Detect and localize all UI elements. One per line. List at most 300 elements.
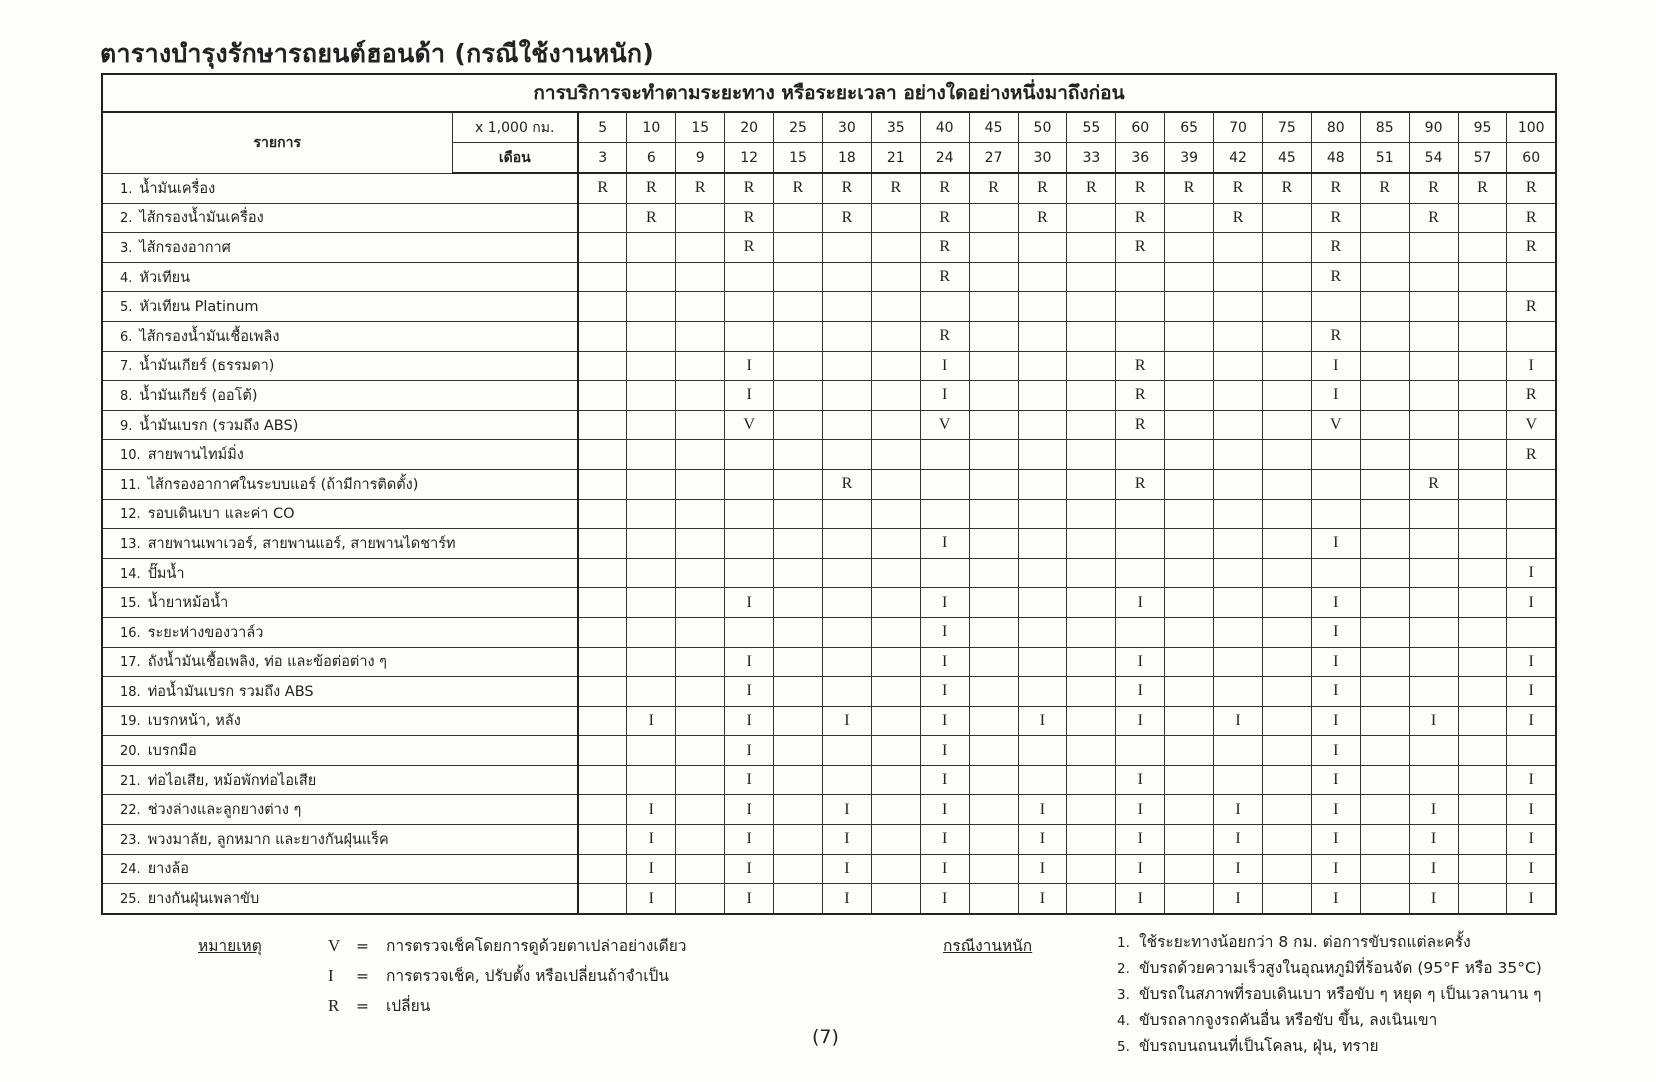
schedule-cell: [578, 529, 627, 559]
schedule-cell: [1067, 647, 1116, 677]
legend-text: การตรวจเช็ค, ปรับตั้ง หรือเปลี่ยนถ้าจำเป็น: [386, 967, 669, 985]
schedule-cell: [774, 381, 823, 411]
page-number: (7): [812, 1026, 839, 1048]
schedule-cell: [676, 529, 725, 559]
schedule-cell: [871, 321, 920, 351]
schedule-cell: [578, 321, 627, 351]
schedule-cell: [578, 381, 627, 411]
schedule-cell: [822, 617, 871, 647]
schedule-cell: [725, 292, 774, 322]
schedule-cell: [578, 647, 627, 677]
schedule-cell: [1262, 529, 1311, 559]
schedule-cell: R: [1214, 203, 1263, 233]
schedule-cell: [676, 440, 725, 470]
schedule-cell: I: [1214, 884, 1263, 914]
schedule-cell: [1458, 736, 1507, 766]
schedule-cell: [1214, 410, 1263, 440]
schedule-cell: I: [920, 381, 969, 411]
schedule-cell: I: [725, 647, 774, 677]
schedule-cell: [920, 469, 969, 499]
schedule-cell: [1165, 469, 1214, 499]
schedule-cell: [676, 765, 725, 795]
legend-item-v: [328, 933, 687, 958]
schedule-cell: [676, 884, 725, 914]
schedule-cell: [1262, 884, 1311, 914]
schedule-cell: [1409, 440, 1458, 470]
schedule-cell: [627, 765, 676, 795]
schedule-cell: [871, 558, 920, 588]
schedule-cell: R: [1116, 410, 1165, 440]
schedule-cell: [1458, 529, 1507, 559]
schedule-cell: [1458, 262, 1507, 292]
table-row: [102, 292, 1556, 322]
schedule-cell: [1311, 499, 1360, 529]
schedule-cell: [1409, 529, 1458, 559]
schedule-cell: [1409, 647, 1458, 677]
item-number: 16.: [120, 625, 141, 641]
month-header-cell: 27: [969, 143, 1018, 174]
schedule-cell: [1409, 765, 1458, 795]
schedule-cell: [1507, 499, 1556, 529]
schedule-cell: [1067, 884, 1116, 914]
schedule-cell: [1214, 647, 1263, 677]
item-number: 23.: [120, 832, 141, 848]
schedule-cell: [969, 410, 1018, 440]
schedule-cell: [1165, 736, 1214, 766]
schedule-cell: [871, 499, 920, 529]
schedule-cell: [1360, 321, 1409, 351]
schedule-cell: [1311, 558, 1360, 588]
schedule-cell: [774, 529, 823, 559]
item-number: 25.: [120, 892, 141, 908]
schedule-cell: V: [1311, 410, 1360, 440]
schedule-cell: [725, 440, 774, 470]
schedule-cell: [676, 292, 725, 322]
month-header-cell: 33: [1067, 143, 1116, 174]
schedule-cell: [1116, 440, 1165, 470]
schedule-cell: I: [920, 706, 969, 736]
item-label: ถังน้ำมันเชื้อเพลิง, ท่อ และข้อต่อต่าง ๆ: [147, 654, 387, 671]
item-number: 13.: [120, 536, 141, 552]
schedule-cell: R: [676, 173, 725, 203]
schedule-cell: [1214, 233, 1263, 263]
schedule-cell: [871, 469, 920, 499]
schedule-cell: R: [822, 173, 871, 203]
schedule-cell: [969, 884, 1018, 914]
schedule-cell: [1018, 292, 1067, 322]
schedule-cell: I: [920, 351, 969, 381]
schedule-cell: [1409, 410, 1458, 440]
schedule-cell: [871, 706, 920, 736]
schedule-cell: [1214, 262, 1263, 292]
schedule-cell: I: [725, 795, 774, 825]
schedule-cell: [1018, 469, 1067, 499]
schedule-cell: [774, 203, 823, 233]
schedule-cell: [920, 440, 969, 470]
schedule-cell: [676, 617, 725, 647]
schedule-cell: [1262, 233, 1311, 263]
schedule-cell: I: [920, 617, 969, 647]
table-row: [102, 173, 1556, 203]
schedule-cell: [1018, 440, 1067, 470]
item-number: 9.: [120, 418, 133, 434]
item-label: ไส้กรองน้ำมันเชื้อเพลิง: [139, 328, 280, 345]
schedule-cell: [871, 617, 920, 647]
schedule-cell: I: [1409, 795, 1458, 825]
schedule-cell: [1262, 825, 1311, 855]
schedule-cell: R: [1360, 173, 1409, 203]
item-name: [102, 469, 578, 499]
table-row: [102, 529, 1556, 559]
schedule-cell: [1458, 765, 1507, 795]
schedule-cell: [969, 321, 1018, 351]
schedule-cell: [578, 854, 627, 884]
schedule-cell: R: [1507, 233, 1556, 263]
schedule-cell: [676, 381, 725, 411]
schedule-cell: [1067, 558, 1116, 588]
schedule-cell: R: [1116, 381, 1165, 411]
item-number: 15.: [120, 596, 141, 612]
schedule-cell: [1262, 203, 1311, 233]
schedule-cell: [871, 795, 920, 825]
schedule-cell: [1360, 736, 1409, 766]
schedule-cell: R: [1214, 173, 1263, 203]
schedule-cell: R: [774, 173, 823, 203]
schedule-cell: [676, 677, 725, 707]
schedule-cell: [1262, 292, 1311, 322]
schedule-cell: [822, 233, 871, 263]
item-name: [102, 558, 578, 588]
schedule-cell: [969, 381, 1018, 411]
schedule-cell: [1507, 262, 1556, 292]
heavy-use-list: [1117, 929, 1542, 1059]
schedule-cell: [871, 588, 920, 618]
schedule-cell: [1165, 410, 1214, 440]
item-number: 17.: [120, 655, 141, 671]
schedule-cell: I: [1507, 884, 1556, 914]
heavy-use-item: 1. ใช้ระยะทางน้อยกว่า 8 กม. ต่อการขับรถแต่ละครั้ง: [1117, 933, 1471, 951]
schedule-cell: I: [1311, 795, 1360, 825]
schedule-cell: [1165, 795, 1214, 825]
schedule-cell: [1409, 499, 1458, 529]
schedule-cell: I: [822, 825, 871, 855]
schedule-cell: I: [725, 588, 774, 618]
item-label: ไส้กรองอากาศ: [139, 239, 231, 256]
item-number: 3.: [120, 240, 133, 256]
schedule-cell: [1018, 233, 1067, 263]
heavy-use-item: 2. ขับรถด้วยความเร็วสูงในอุณหภูมิที่ร้อนจัด (95°F หรือ 35°C): [1117, 959, 1542, 977]
schedule-cell: [578, 588, 627, 618]
schedule-cell: R: [920, 203, 969, 233]
schedule-cell: [627, 351, 676, 381]
schedule-cell: I: [920, 825, 969, 855]
schedule-cell: I: [920, 588, 969, 618]
table-row: [102, 203, 1556, 233]
schedule-cell: I: [725, 736, 774, 766]
schedule-cell: [1311, 469, 1360, 499]
schedule-cell: [1360, 647, 1409, 677]
schedule-cell: [1458, 351, 1507, 381]
schedule-cell: [969, 499, 1018, 529]
schedule-cell: [627, 469, 676, 499]
item-name: [102, 410, 578, 440]
item-number: 4.: [120, 270, 133, 286]
km-header-cell: 10: [627, 112, 676, 143]
schedule-cell: [1214, 558, 1263, 588]
schedule-cell: [969, 588, 1018, 618]
schedule-cell: I: [822, 884, 871, 914]
schedule-cell: R: [1409, 469, 1458, 499]
schedule-cell: [1360, 233, 1409, 263]
month-header-cell: 39: [1165, 143, 1214, 174]
schedule-cell: [1214, 677, 1263, 707]
schedule-cell: [1360, 292, 1409, 322]
km-header-cell: 20: [725, 112, 774, 143]
maintenance-schedule-table: [101, 73, 1557, 915]
month-header-cell: 42: [1214, 143, 1263, 174]
schedule-cell: R: [1018, 203, 1067, 233]
item-label: น้ำมันเกียร์ (ออโต้): [139, 387, 258, 404]
schedule-cell: [1458, 795, 1507, 825]
schedule-cell: [1262, 617, 1311, 647]
schedule-cell: [627, 736, 676, 766]
item-name: [102, 677, 578, 707]
schedule-cell: [1409, 588, 1458, 618]
schedule-cell: [627, 410, 676, 440]
schedule-cell: [1116, 736, 1165, 766]
schedule-cell: [1262, 469, 1311, 499]
km-header-cell: 15: [676, 112, 725, 143]
schedule-cell: [725, 262, 774, 292]
item-number: 18.: [120, 684, 141, 700]
schedule-cell: R: [1507, 292, 1556, 322]
table-row: [102, 588, 1556, 618]
schedule-cell: [1507, 529, 1556, 559]
schedule-cell: I: [1311, 736, 1360, 766]
item-number: 14.: [120, 566, 141, 582]
schedule-cell: [1067, 765, 1116, 795]
schedule-cell: [725, 321, 774, 351]
schedule-cell: R: [1116, 203, 1165, 233]
schedule-cell: [1360, 203, 1409, 233]
item-name: [102, 499, 578, 529]
schedule-cell: [578, 795, 627, 825]
schedule-cell: [1067, 617, 1116, 647]
schedule-cell: [822, 677, 871, 707]
page-title: ตารางบำรุงรักษารถยนต์ฮอนด้า (กรณีใช้งานหนัก): [100, 39, 655, 68]
heavy-use-item: 5. ขับรถบนถนนที่เป็นโคลน, ฝุ่น, ทราย: [1117, 1037, 1379, 1055]
schedule-cell: [1458, 469, 1507, 499]
schedule-cell: [1458, 233, 1507, 263]
schedule-cell: [1067, 203, 1116, 233]
schedule-cell: R: [1409, 173, 1458, 203]
schedule-cell: [1262, 351, 1311, 381]
schedule-cell: R: [871, 173, 920, 203]
table-row: [102, 499, 1556, 529]
schedule-cell: [822, 381, 871, 411]
schedule-cell: [1116, 321, 1165, 351]
schedule-cell: [676, 410, 725, 440]
schedule-cell: [1067, 795, 1116, 825]
schedule-cell: [676, 854, 725, 884]
legend-equals: =: [356, 937, 369, 955]
month-header-cell: 45: [1262, 143, 1311, 174]
item-name: [102, 203, 578, 233]
schedule-cell: R: [1311, 203, 1360, 233]
table-row: [102, 617, 1556, 647]
schedule-cell: [1507, 736, 1556, 766]
schedule-cell: [969, 854, 1018, 884]
table-row: [102, 351, 1556, 381]
schedule-cell: I: [725, 884, 774, 914]
item-label: ช่วงล่างและลูกยางต่าง ๆ: [147, 802, 302, 819]
item-name: [102, 381, 578, 411]
schedule-cell: I: [725, 706, 774, 736]
km-header-cell: 25: [774, 112, 823, 143]
schedule-cell: [1311, 292, 1360, 322]
schedule-cell: [1018, 765, 1067, 795]
item-name: [102, 529, 578, 559]
table-row: [102, 440, 1556, 470]
schedule-cell: [1165, 321, 1214, 351]
schedule-cell: [1409, 736, 1458, 766]
schedule-cell: [822, 410, 871, 440]
schedule-cell: [1409, 233, 1458, 263]
schedule-cell: [627, 677, 676, 707]
schedule-cell: [676, 825, 725, 855]
schedule-cell: R: [969, 173, 1018, 203]
schedule-cell: R: [822, 203, 871, 233]
schedule-cell: I: [1311, 529, 1360, 559]
schedule-cell: I: [1409, 825, 1458, 855]
schedule-cell: [1165, 765, 1214, 795]
schedule-cell: [774, 351, 823, 381]
item-name: [102, 321, 578, 351]
schedule-cell: [1409, 262, 1458, 292]
schedule-cell: [774, 884, 823, 914]
schedule-cell: I: [1311, 617, 1360, 647]
schedule-cell: [627, 529, 676, 559]
schedule-cell: [1116, 529, 1165, 559]
schedule-cell: [1214, 440, 1263, 470]
item-label: ยางกันฝุ่นเพลาขับ: [147, 891, 260, 908]
schedule-cell: [871, 292, 920, 322]
schedule-cell: I: [1311, 854, 1360, 884]
item-label: เบรกหน้า, หลัง: [147, 713, 241, 730]
schedule-cell: [1262, 795, 1311, 825]
schedule-cell: R: [920, 321, 969, 351]
schedule-cell: [774, 292, 823, 322]
schedule-cell: I: [725, 765, 774, 795]
schedule-cell: [1458, 410, 1507, 440]
schedule-cell: [1262, 321, 1311, 351]
schedule-cell: I: [1507, 588, 1556, 618]
schedule-cell: [822, 588, 871, 618]
schedule-cell: I: [920, 765, 969, 795]
schedule-cell: [676, 203, 725, 233]
item-label: สายพานไทม์มิ่ง: [147, 447, 244, 464]
schedule-cell: [822, 499, 871, 529]
schedule-cell: [1458, 381, 1507, 411]
schedule-cell: [1360, 588, 1409, 618]
schedule-cell: [1165, 381, 1214, 411]
schedule-cell: [1018, 617, 1067, 647]
schedule-cell: I: [1116, 884, 1165, 914]
schedule-cell: I: [1311, 381, 1360, 411]
schedule-cell: [1067, 262, 1116, 292]
schedule-cell: [578, 469, 627, 499]
schedule-cell: R: [1458, 173, 1507, 203]
schedule-cell: [578, 203, 627, 233]
schedule-cell: R: [1507, 173, 1556, 203]
schedule-cell: I: [725, 381, 774, 411]
schedule-cell: R: [1116, 173, 1165, 203]
schedule-cell: [578, 765, 627, 795]
schedule-cell: I: [1018, 795, 1067, 825]
schedule-cell: [1214, 499, 1263, 529]
schedule-cell: [578, 440, 627, 470]
schedule-cell: [676, 558, 725, 588]
schedule-cell: [920, 558, 969, 588]
item-number: 8.: [120, 388, 133, 404]
schedule-cell: I: [1311, 677, 1360, 707]
schedule-cell: R: [1262, 173, 1311, 203]
schedule-cell: I: [627, 706, 676, 736]
schedule-cell: I: [920, 647, 969, 677]
schedule-cell: [969, 529, 1018, 559]
legend-symbol: I: [328, 966, 334, 985]
item-number: 7.: [120, 359, 133, 375]
schedule-cell: I: [1214, 854, 1263, 884]
km-header-cell: 5: [578, 112, 627, 143]
schedule-cell: R: [578, 173, 627, 203]
schedule-cell: [822, 321, 871, 351]
schedule-cell: R: [920, 233, 969, 263]
schedule-cell: [871, 262, 920, 292]
table-row: [102, 647, 1556, 677]
schedule-cell: [871, 677, 920, 707]
schedule-cell: [627, 617, 676, 647]
schedule-cell: [969, 233, 1018, 263]
schedule-cell: [676, 351, 725, 381]
schedule-cell: I: [920, 854, 969, 884]
table-row: [102, 469, 1556, 499]
item-number: 6.: [120, 329, 133, 345]
item-label: ยางล้อ: [147, 861, 189, 878]
schedule-cell: [1067, 499, 1116, 529]
schedule-cell: [1360, 381, 1409, 411]
schedule-cell: [1214, 469, 1263, 499]
schedule-cell: [1360, 351, 1409, 381]
schedule-cell: R: [1018, 173, 1067, 203]
schedule-cell: I: [1018, 884, 1067, 914]
schedule-cell: [871, 203, 920, 233]
schedule-cell: I: [627, 825, 676, 855]
schedule-cell: [725, 529, 774, 559]
schedule-cell: [1018, 647, 1067, 677]
schedule-cell: [1067, 233, 1116, 263]
schedule-cell: [1458, 647, 1507, 677]
schedule-cell: [1067, 469, 1116, 499]
schedule-cell: [1067, 825, 1116, 855]
schedule-cell: [822, 292, 871, 322]
schedule-cell: [1507, 469, 1556, 499]
schedule-cell: I: [1116, 854, 1165, 884]
schedule-cell: [1360, 884, 1409, 914]
item-name: [102, 854, 578, 884]
item-label: น้ำมันเกียร์ (ธรรมดา): [139, 358, 275, 375]
schedule-cell: R: [920, 173, 969, 203]
